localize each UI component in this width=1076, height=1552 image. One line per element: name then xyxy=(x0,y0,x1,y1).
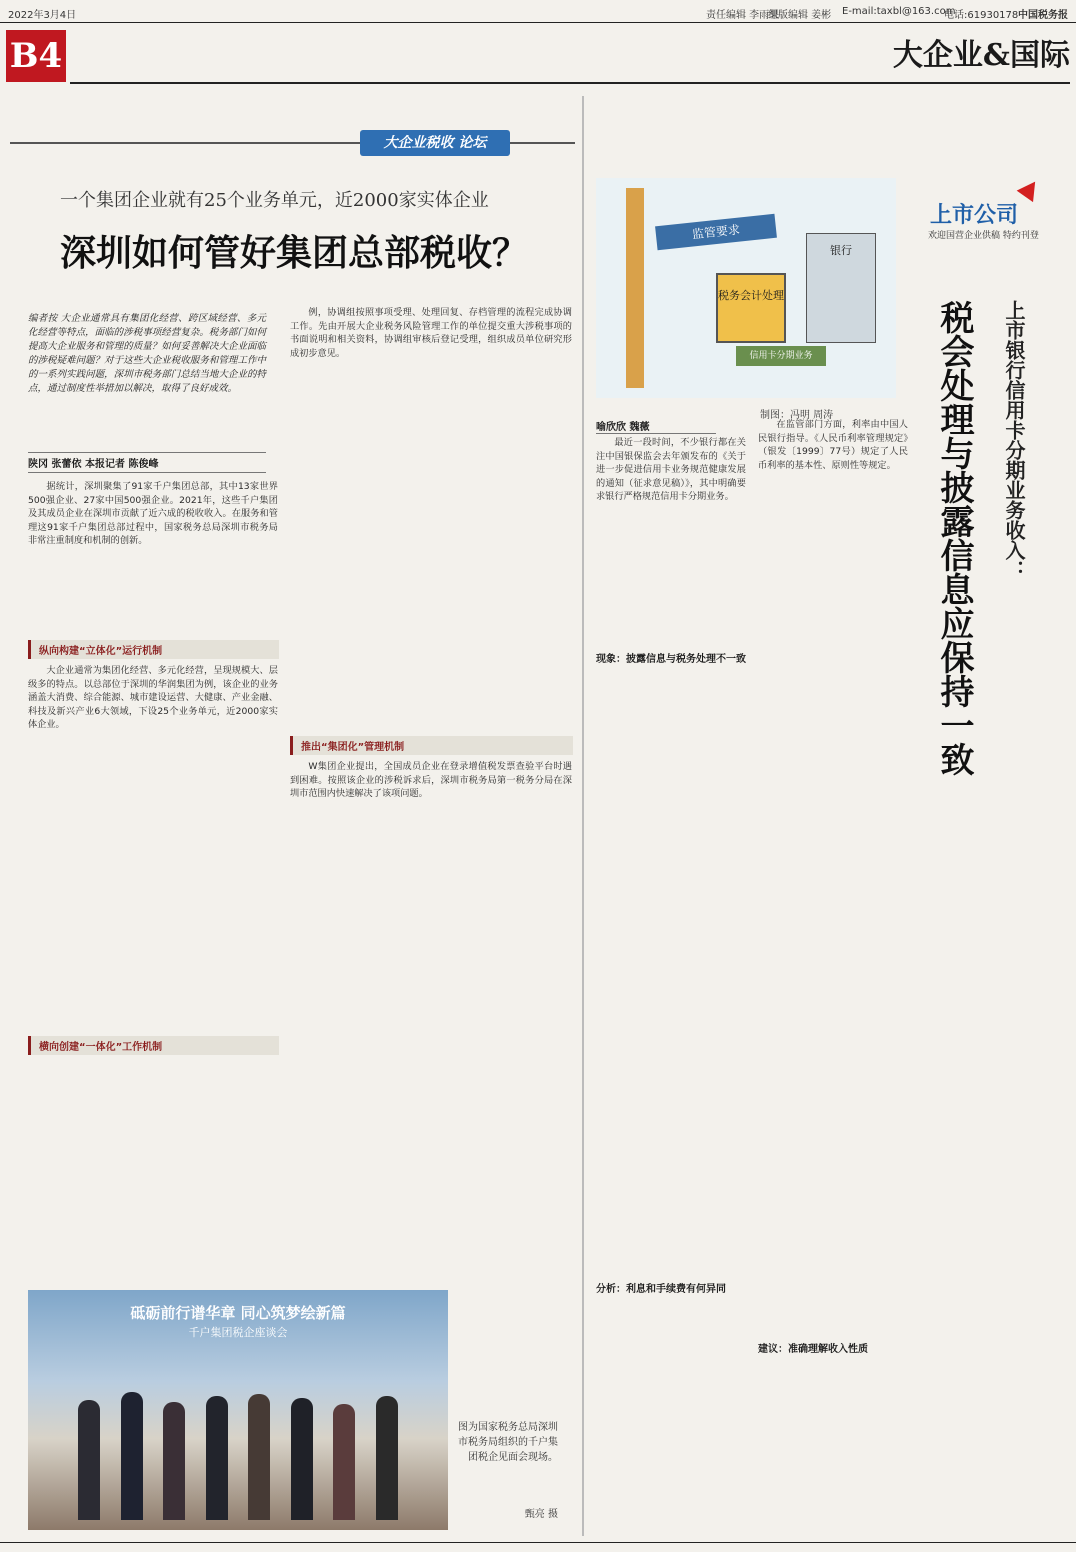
paragraph: 在监管部门方面，利率由中国人民银行指导。《人民币利率管理规定》（银发〔1999〕77号）规定了人民币利率的基本性、原则性等规定。 xyxy=(758,419,908,471)
email: E-mail:taxbl@163.com xyxy=(842,6,956,17)
top-rule xyxy=(0,22,1076,23)
bank-subhead-a: 现象：披露信息与税务处理不一致 xyxy=(596,654,746,665)
paragraph: 例，协调组按照事项受理、处理回复、存档管理的流程完成协调工作。先由开展大企业税务风险管理工作的单位提交重大涉税事项的书面说明和相关资料，协调组审核后登记受理，组织成员单位研究形成初步意见。 xyxy=(290,307,572,359)
photo-banner-sub: 千户集团税企座谈会 xyxy=(188,1326,288,1339)
page-number: B4 xyxy=(6,30,66,82)
bank-col3-body xyxy=(918,850,1068,1530)
forum-kicker: 一个集团企业就有25个业务单元，近2000家实体企业 xyxy=(60,190,489,211)
photo-caption: 图为国家税务总局深圳市税务局组织的千户集团税企见面会现场。 xyxy=(458,1422,558,1463)
designer: 组版编辑 姜彬 xyxy=(768,10,832,21)
editor-note: 编者按 大企业通常具有集团化经营、跨区域经营、多元化经营等特点，面临的涉税事项经营复杂。税务部门如何提高大企业服务和管理的质量？如何妥善解决大企业面临的涉税疑难问题？对于这些大企业税收服务和管理工作中的一系列实践问题，深圳市税务部门总结当地大企业的特点，通过制度性举措加以解决，取得了良好成效。 xyxy=(28,313,266,394)
listed-company-logo: 上市公司 xyxy=(930,202,1019,228)
forum-col2-body xyxy=(290,306,572,726)
bank-col1-intro xyxy=(596,436,746,636)
ruler-icon xyxy=(626,188,644,388)
paragraph: 据统计，深圳聚集了91家千户集团总部，其中13家世界500强企业、27家中国500强企业。2021年，这些千户集团及其成员企业在深圳市贡献了近六成的税收收入。在服务和管理这91家千户集团总部过程中，国家税务总局深圳市税务局非常注重制度和机制的创新。 xyxy=(28,481,278,547)
forum-subhead-3: 推出“集团化”管理机制 xyxy=(290,736,573,755)
bottom-rule xyxy=(0,1542,1076,1543)
bank-col2-body3 xyxy=(758,1360,908,1530)
issue-date: 2022年3月4日 xyxy=(8,10,77,21)
forum-col1-body2 xyxy=(28,1060,278,1280)
forum-col1-intro xyxy=(28,480,278,630)
bank-col1-body2 xyxy=(596,1300,746,1530)
illus-credit: 制图：冯明 周涛 xyxy=(760,410,834,421)
illus-card: 信用卡分期业务 xyxy=(736,346,826,366)
forum-subhead-2: 横向创建“一体化”工作机制 xyxy=(28,1036,279,1055)
illus-bank: 银行 xyxy=(806,233,876,343)
forum-headline: 深圳如何管好集团总部税收？ xyxy=(60,232,529,274)
phone: 电话:61930178 xyxy=(944,10,1019,21)
bank-col2-body xyxy=(758,418,908,918)
illus-box: 税务会计处理 xyxy=(716,273,786,343)
photo-banner: 砥砺前行谱华章 同心筑梦绘新篇 xyxy=(130,1304,346,1322)
forum-subhead-1: 纵向构建“立体化”运行机制 xyxy=(28,640,279,659)
masthead-line xyxy=(0,0,1076,22)
bank-subhead-c: 建议：准确理解收入性质 xyxy=(758,1344,868,1355)
paper-name: 中国税务报 xyxy=(1018,10,1068,21)
photographer: 甄亮 摄 xyxy=(524,1509,558,1520)
people-row xyxy=(68,1370,408,1520)
forum-col1-body xyxy=(28,664,278,1024)
logo-sub: 欢迎国营企业供稿 特约刊登 xyxy=(928,231,1039,241)
section-title: 大企业&国际 xyxy=(892,38,1070,73)
paragraph: 大企业通常为集团化经营、多元化经营，呈现规模大、层级多的特点。以总部位于深圳的华润集团为例，该企业的业务涵盖大消费、综合能源、城市建设运营、大健康、产业金融、科技及新兴产业6大领域，下设25个业务单元，近2000家实体企业。 xyxy=(28,665,278,731)
forum-byline: 陕冈 张蕾依 本报记者 陈俊峰 xyxy=(28,452,266,473)
bank-col2-body2 xyxy=(758,930,908,1330)
editor: 责任编辑 李雨果 xyxy=(706,10,780,21)
paragraph: W集团企业提出，全国成员企业在登录增值税发票查验平台时遇到困难。按照该企业的涉税诉求后，深圳市税务局第一税务分局在深圳市范围内快速解决了该项问题。 xyxy=(290,761,572,800)
section-rule xyxy=(70,82,1070,84)
bank-kicker: 上市银行信用卡分期业务收入： xyxy=(1002,300,1026,580)
paragraph: 最近一段时间，不少银行都在关注中国银保监会去年颁发布的《关于进一步促进信用卡业务规范健康发展的通知（征求意见稿）》，其中明确要求银行严格规范信用卡分期业务。 xyxy=(596,437,746,503)
bank-subhead-b: 分析：利息和手续费有何异同 xyxy=(596,1284,726,1295)
bank-col1-body xyxy=(596,670,746,1270)
column-divider xyxy=(582,96,584,1536)
illustration xyxy=(596,178,896,398)
group-photo xyxy=(28,1290,448,1530)
bank-byline: 喻欣欣 魏薇 xyxy=(596,418,716,434)
forum-banner: 大企业税收 论坛 xyxy=(360,130,510,156)
illus-sign: 监管要求 xyxy=(655,214,777,250)
bank-headline: 税会处理与披露信息应保持一致 xyxy=(934,300,974,776)
forum-col2-body2 xyxy=(290,760,572,1280)
